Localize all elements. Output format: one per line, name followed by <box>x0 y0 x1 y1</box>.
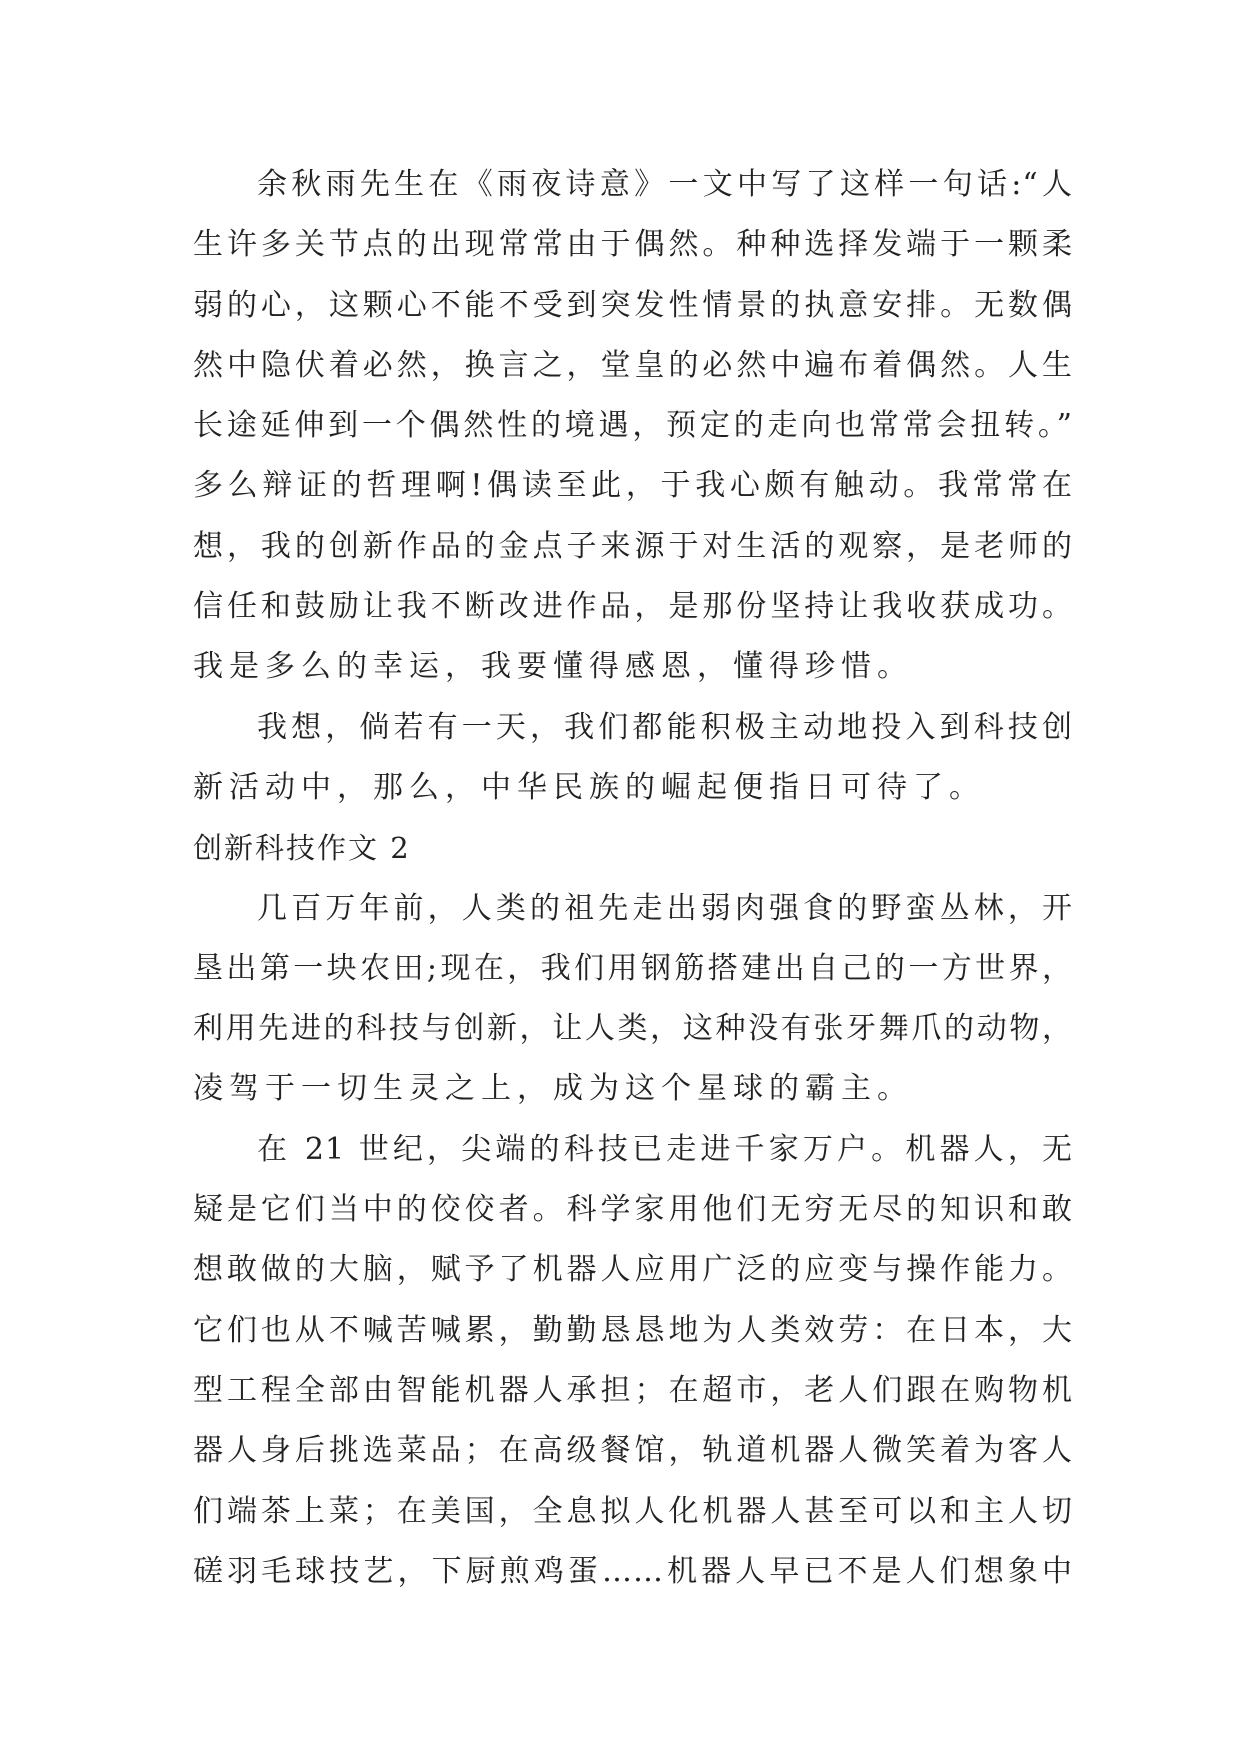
paragraph-robots <box>193 1120 1073 1602</box>
text-line: 弱的心，这颗心不能不受到突发性情景的执意安排。无数偶 <box>193 287 1073 323</box>
paragraph-yu-qiuyu-quote <box>193 155 1073 698</box>
text-line: 疑是它们当中的佼佼者。科学家用他们无穷无尽的知识和敢 <box>193 1192 1073 1228</box>
text-line: 我是多么的幸运，我要懂得感恩，懂得珍惜。 <box>193 649 913 685</box>
text-line: 然中隐伏着必然，换言之，堂皇的必然中遍布着偶然。人生 <box>193 347 1073 383</box>
text-line: 长途延伸到一个偶然性的境遇，预定的走向也常常会扭转。” <box>193 408 1073 444</box>
text-line: 磋羽毛球技艺，下厨煎鸡蛋……机器人早已不是人们想象中 <box>193 1553 1073 1589</box>
text-line: 它们也从不喊苦喊累，勤勤恳恳地为人类效劳：在日本，大 <box>193 1312 1073 1348</box>
text-line: 想敢做的大脑，赋予了机器人应用广泛的应变与操作能力。 <box>193 1252 1073 1288</box>
text-line: 生许多关节点的出现常常由于偶然。种种选择发端于一颗柔 <box>193 227 1073 263</box>
text-line: 新活动中，那么，中华民族的崛起便指日可待了。 <box>193 769 985 805</box>
essay-heading: 创新科技作文 2 <box>193 831 411 866</box>
text-line: 多么辩证的哲理啊!偶读至此，于我心颇有触动。我常常在 <box>193 468 1073 504</box>
text-line: 余秋雨先生在《雨夜诗意》一文中写了这样一句话:“人 <box>257 167 1073 202</box>
text-line: 器人身后挑选菜品；在高级餐馆，轨道机器人微笑着为客人 <box>193 1433 1073 1469</box>
text-line: 们端茶上菜；在美国，全息拟人化机器人甚至可以和主人切 <box>193 1493 1073 1529</box>
text-line: 垦出第一块农田;现在，我们用钢筋搭建出自己的一方世界， <box>193 950 1073 986</box>
text-line: 信任和鼓励让我不断改进作品，是那份坚持让我收获成功。 <box>193 589 1073 625</box>
text-line: 型工程全部由智能机器人承担；在超市，老人们跟在购物机 <box>193 1372 1073 1408</box>
text-line: 几百万年前，人类的祖先走出弱肉强食的野蛮丛林，开 <box>257 890 1073 926</box>
paragraph-ancestors <box>193 879 1073 1120</box>
text-line: 想，我的创新作品的金点子来源于对生活的观察，是老师的 <box>193 528 1073 564</box>
text-line: 凌驾于一切生灵之上，成为这个星球的霸主。 <box>193 1071 913 1107</box>
paragraph-rise-of-nation <box>193 698 1073 819</box>
text-line: 在 21 世纪，尖端的科技已走进千家万户。机器人，无 <box>257 1131 1073 1167</box>
text-line: 我想，倘若有一天，我们都能积极主动地投入到科技创 <box>257 709 1073 745</box>
text-line: 利用先进的科技与创新，让人类，这种没有张牙舞爪的动物， <box>193 1011 1073 1047</box>
document-body <box>193 155 1073 1602</box>
